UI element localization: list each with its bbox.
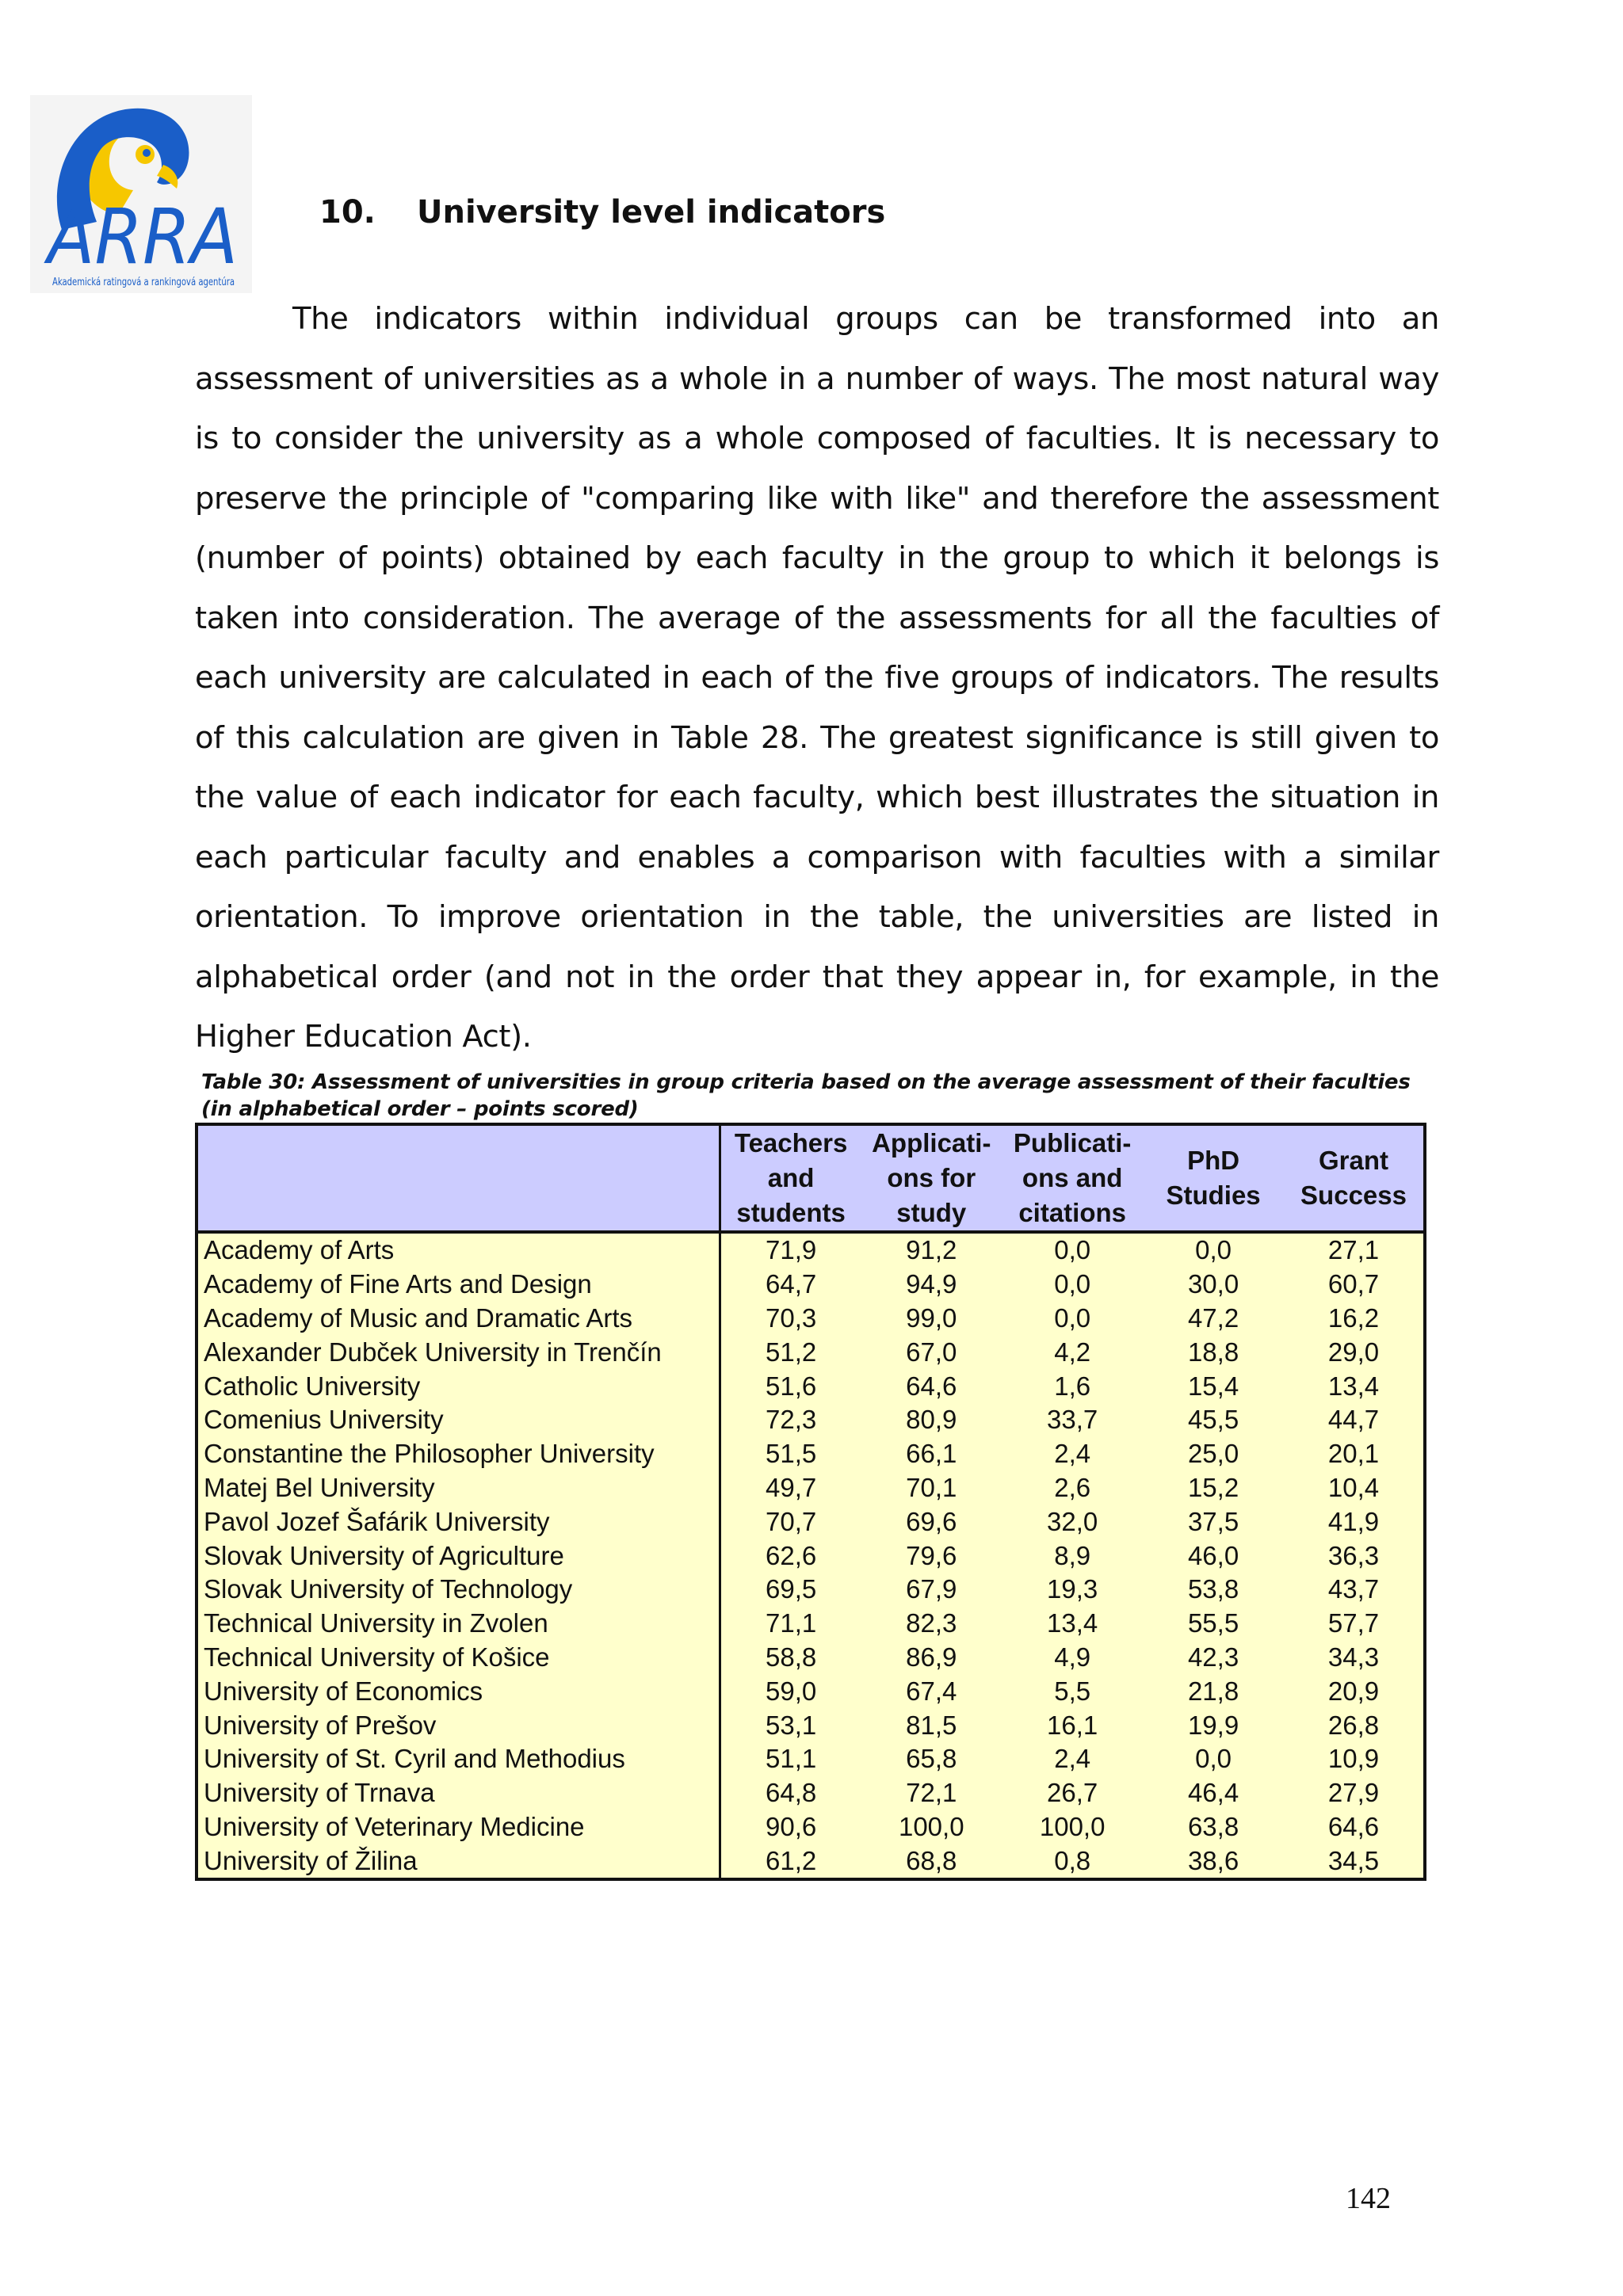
publications-value: 32,0 — [1002, 1505, 1143, 1539]
applications-value: 66,1 — [861, 1437, 1002, 1471]
applications-value: 82,3 — [861, 1607, 1002, 1641]
phd-studies-value: 55,5 — [1143, 1607, 1284, 1641]
university-name: University of Trnava — [197, 1776, 720, 1810]
grant-success-value: 27,1 — [1284, 1232, 1425, 1268]
grant-success-value: 29,0 — [1284, 1335, 1425, 1369]
university-name: Technical University in Zvolen — [197, 1607, 720, 1641]
applications-value: 65,8 — [861, 1742, 1002, 1776]
university-name: Academy of Fine Arts and Design — [197, 1268, 720, 1302]
applications-value: 68,8 — [861, 1844, 1002, 1879]
table-row — [197, 1369, 1425, 1403]
grant-success-value: 10,4 — [1284, 1471, 1425, 1505]
table-header-row — [197, 1124, 1425, 1232]
table-body — [197, 1232, 1425, 1879]
phd-studies-value: 0,0 — [1143, 1742, 1284, 1776]
university-name: Slovak University of Technology — [197, 1573, 720, 1607]
teachers-students-value: 69,5 — [720, 1573, 861, 1607]
teachers-students-value: 90,6 — [720, 1810, 861, 1844]
phd-studies-value: 38,6 — [1143, 1844, 1284, 1879]
applications-value: 70,1 — [861, 1471, 1002, 1505]
table-row — [197, 1708, 1425, 1742]
table-row — [197, 1607, 1425, 1641]
header-teachers-students: Teachers and students — [720, 1124, 861, 1232]
publications-value: 0,0 — [1002, 1268, 1143, 1302]
section-heading — [319, 194, 885, 231]
grant-success-value: 36,3 — [1284, 1539, 1425, 1573]
table-row — [197, 1437, 1425, 1471]
arra-logo — [30, 95, 252, 293]
teachers-students-value: 51,1 — [720, 1742, 861, 1776]
university-name: Technical University of Košice — [197, 1641, 720, 1675]
table-row — [197, 1641, 1425, 1675]
phd-studies-value: 19,9 — [1143, 1708, 1284, 1742]
applications-value: 86,9 — [861, 1641, 1002, 1675]
publications-value: 100,0 — [1002, 1810, 1143, 1844]
university-name: Matej Bel University — [197, 1471, 720, 1505]
grant-success-value: 60,7 — [1284, 1268, 1425, 1302]
publications-value: 4,9 — [1002, 1641, 1143, 1675]
teachers-students-value: 70,7 — [720, 1505, 861, 1539]
university-name: University of Žilina — [197, 1844, 720, 1879]
table-row — [197, 1674, 1425, 1708]
grant-success-value: 13,4 — [1284, 1369, 1425, 1403]
grant-success-value: 41,9 — [1284, 1505, 1425, 1539]
applications-value: 91,2 — [861, 1232, 1002, 1268]
applications-value: 80,9 — [861, 1403, 1002, 1437]
phd-studies-value: 37,5 — [1143, 1505, 1284, 1539]
university-name: Pavol Jozef Šafárik University — [197, 1505, 720, 1539]
teachers-students-value: 64,8 — [720, 1776, 861, 1810]
phd-studies-value: 15,4 — [1143, 1369, 1284, 1403]
table-row — [197, 1810, 1425, 1844]
university-name: University of Economics — [197, 1674, 720, 1708]
university-name: University of Veterinary Medicine — [197, 1810, 720, 1844]
university-name: University of St. Cyril and Methodius — [197, 1742, 720, 1776]
publications-value: 33,7 — [1002, 1403, 1143, 1437]
university-name: Constantine the Philosopher University — [197, 1437, 720, 1471]
teachers-students-value: 71,1 — [720, 1607, 861, 1641]
table-row — [197, 1403, 1425, 1437]
table-caption: Table 30: Assessment of universities in group criteria based on the average assessment of their faculties (in alphabetical order – points scored) — [201, 1070, 1411, 1121]
logo-text: ARRA — [43, 193, 238, 281]
phd-studies-value: 46,4 — [1143, 1776, 1284, 1810]
teachers-students-value: 64,7 — [720, 1268, 861, 1302]
phd-studies-value: 45,5 — [1143, 1403, 1284, 1437]
table-row — [197, 1232, 1425, 1268]
grant-success-value: 20,1 — [1284, 1437, 1425, 1471]
university-name: Alexander Dubček University in Trenčín — [197, 1335, 720, 1369]
phd-studies-value: 42,3 — [1143, 1641, 1284, 1675]
phd-studies-value: 63,8 — [1143, 1810, 1284, 1844]
phd-studies-value: 25,0 — [1143, 1437, 1284, 1471]
phd-studies-value: 30,0 — [1143, 1268, 1284, 1302]
applications-value: 69,6 — [861, 1505, 1002, 1539]
publications-value: 2,4 — [1002, 1437, 1143, 1471]
publications-value: 16,1 — [1002, 1708, 1143, 1742]
teachers-students-value: 51,6 — [720, 1369, 861, 1403]
header-publications: Publicati-ons and citations — [1002, 1124, 1143, 1232]
teachers-students-value: 72,3 — [720, 1403, 861, 1437]
publications-value: 4,2 — [1002, 1335, 1143, 1369]
phd-studies-value: 0,0 — [1143, 1232, 1284, 1268]
publications-value: 0,0 — [1002, 1232, 1143, 1268]
table-row — [197, 1505, 1425, 1539]
phd-studies-value: 21,8 — [1143, 1674, 1284, 1708]
applications-value: 94,9 — [861, 1268, 1002, 1302]
teachers-students-value: 53,1 — [720, 1708, 861, 1742]
phd-studies-value: 53,8 — [1143, 1573, 1284, 1607]
grant-success-value: 20,9 — [1284, 1674, 1425, 1708]
publications-value: 5,5 — [1002, 1674, 1143, 1708]
university-name: University of Prešov — [197, 1708, 720, 1742]
publications-value: 8,9 — [1002, 1539, 1143, 1573]
table-row — [197, 1471, 1425, 1505]
university-name: Comenius University — [197, 1403, 720, 1437]
teachers-students-value: 70,3 — [720, 1302, 861, 1336]
applications-value: 79,6 — [861, 1539, 1002, 1573]
phd-studies-value: 15,2 — [1143, 1471, 1284, 1505]
phd-studies-value: 18,8 — [1143, 1335, 1284, 1369]
section-title: University level indicators — [417, 194, 886, 231]
publications-value: 19,3 — [1002, 1573, 1143, 1607]
grant-success-value: 16,2 — [1284, 1302, 1425, 1336]
table-row — [197, 1335, 1425, 1369]
teachers-students-value: 59,0 — [720, 1674, 861, 1708]
teachers-students-value: 51,5 — [720, 1437, 861, 1471]
applications-value: 81,5 — [861, 1708, 1002, 1742]
publications-value: 2,6 — [1002, 1471, 1143, 1505]
grant-success-value: 34,5 — [1284, 1844, 1425, 1879]
body-paragraph: The indicators within individual groups can be transformed into an assessment of universities as a whole in a number of ways. The most natural way is to consider the university as a whole composed of faculties. It is necessary to preserve the principle of "comparing like with like" and therefore the assessment (number of points) obtained by each faculty in the group to which it belongs is taken into consideration. The average of the assessments for all the faculties of each university are calculated in each of the five groups of indicators. The results of this calculation are given in Table 28. The greatest significance is still given to the value of each indicator for each faculty, which best illustrates the situation in each particular faculty and enables a comparison with faculties with a similar orientation. To improve orientation in the table, the universities are listed in alphabetical order (and not in the order that they appear in, for example, in the Higher Education Act). — [195, 301, 1439, 1055]
publications-value: 0,0 — [1002, 1302, 1143, 1336]
teachers-students-value: 61,2 — [720, 1844, 861, 1879]
applications-value: 99,0 — [861, 1302, 1002, 1336]
teachers-students-value: 51,2 — [720, 1335, 861, 1369]
phd-studies-value: 47,2 — [1143, 1302, 1284, 1336]
header-grant-success: Grant Success — [1284, 1124, 1425, 1232]
publications-value: 2,4 — [1002, 1742, 1143, 1776]
logo-tagline: Akademická ratingová a rankingová agentúra — [52, 277, 235, 288]
applications-value: 67,4 — [861, 1674, 1002, 1708]
table-row — [197, 1268, 1425, 1302]
phd-studies-value: 46,0 — [1143, 1539, 1284, 1573]
grant-success-value: 26,8 — [1284, 1708, 1425, 1742]
applications-value: 67,0 — [861, 1335, 1002, 1369]
assessment-table — [195, 1123, 1426, 1881]
section-number: 10. — [319, 194, 376, 231]
university-name: Academy of Arts — [197, 1232, 720, 1268]
university-name: Academy of Music and Dramatic Arts — [197, 1302, 720, 1336]
grant-success-value: 64,6 — [1284, 1810, 1425, 1844]
grant-success-value: 43,7 — [1284, 1573, 1425, 1607]
university-name: Slovak University of Agriculture — [197, 1539, 720, 1573]
applications-value: 100,0 — [861, 1810, 1002, 1844]
grant-success-value: 57,7 — [1284, 1607, 1425, 1641]
header-university — [197, 1124, 720, 1232]
table-row — [197, 1539, 1425, 1573]
publications-value: 13,4 — [1002, 1607, 1143, 1641]
table-row — [197, 1776, 1425, 1810]
teachers-students-value: 71,9 — [720, 1232, 861, 1268]
header-phd-studies: PhD Studies — [1143, 1124, 1284, 1232]
teachers-students-value: 58,8 — [720, 1641, 861, 1675]
table-row — [197, 1573, 1425, 1607]
teachers-students-value: 49,7 — [720, 1471, 861, 1505]
grant-success-value: 44,7 — [1284, 1403, 1425, 1437]
header-applications: Applicati-ons for study — [861, 1124, 1002, 1232]
table-row — [197, 1302, 1425, 1336]
table-row — [197, 1844, 1425, 1879]
grant-success-value: 27,9 — [1284, 1776, 1425, 1810]
applications-value: 67,9 — [861, 1573, 1002, 1607]
teachers-students-value: 62,6 — [720, 1539, 861, 1573]
grant-success-value: 34,3 — [1284, 1641, 1425, 1675]
grant-success-value: 10,9 — [1284, 1742, 1425, 1776]
page-number: 142 — [1346, 2182, 1391, 2215]
table-row — [197, 1742, 1425, 1776]
university-name: Catholic University — [197, 1369, 720, 1403]
publications-value: 26,7 — [1002, 1776, 1143, 1810]
applications-value: 72,1 — [861, 1776, 1002, 1810]
publications-value: 1,6 — [1002, 1369, 1143, 1403]
applications-value: 64,6 — [861, 1369, 1002, 1403]
publications-value: 0,8 — [1002, 1844, 1143, 1879]
